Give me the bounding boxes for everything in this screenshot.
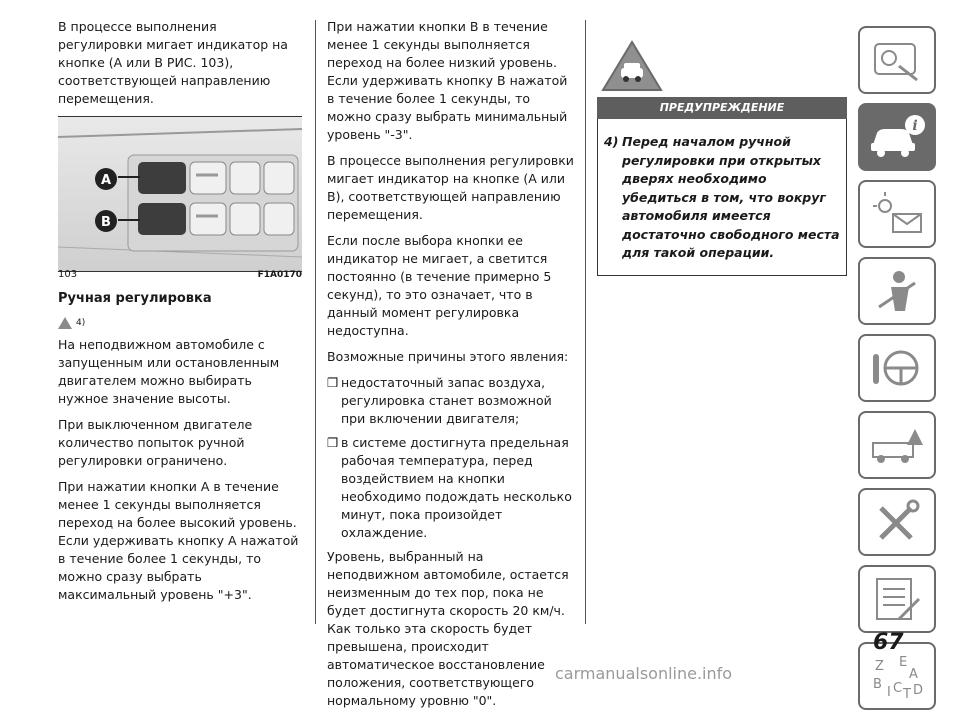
control-panel-photo xyxy=(58,116,302,272)
tab-technical-data[interactable] xyxy=(858,565,936,633)
column-divider xyxy=(585,20,586,624)
list-item xyxy=(327,434,577,542)
paragraph: На неподвижном автомобиле с запущенным или остановленным двигателем можно выбирать нужное значение высоты. xyxy=(58,337,280,406)
document-list-icon xyxy=(869,575,925,623)
paragraph: Уровень, выбранный на неподвижном автомобиле, остается неизменным до тех пор, пока не будет достигнута скорость 20 км/ч. Как только эта скорость будет превышена, происходит автоматическое восстановление положения, соответствующего нормальному уровню "0". xyxy=(327,549,569,708)
tab-car-info[interactable] xyxy=(858,103,936,171)
tab-maintenance[interactable] xyxy=(858,488,936,556)
svg-text:A: A xyxy=(909,667,918,682)
paragraph: При нажатии кнопки А в течение менее 1 секунды выполняется переход на более высокий уровень. Если удерживать кнопку А нажатой в течение более 1 секунды, то можно сразу выбрать максимальный уровень "+3". xyxy=(58,479,299,602)
svg-text:B: B xyxy=(873,677,882,692)
list-item-text: недостаточный запас воздуха, регулировка станет возможной при включении двигателя; xyxy=(341,375,552,426)
paragraph: Если после выбора кнопки ее индикатор не мигает, а светится постоянно (в течение примерно 5 секунд), то это означает, что в данный момент регулировка недоступна. xyxy=(327,233,552,338)
paragraph: При выключенном двигателе количество попыток ручной регулировки ограничено. xyxy=(58,417,253,468)
tab-safety[interactable] xyxy=(858,257,936,325)
left-column xyxy=(58,18,302,612)
bullet-mark: ❒ xyxy=(327,375,339,390)
label-a: A xyxy=(100,173,112,188)
bullet-mark: ❒ xyxy=(327,435,339,450)
list-item xyxy=(327,374,577,428)
paragraph: Возможные причины этого явления: xyxy=(327,349,569,364)
svg-text:D: D xyxy=(913,683,924,698)
dashboard-icon xyxy=(869,36,925,84)
section-heading: Ручная регулировка xyxy=(58,291,212,306)
tab-driving[interactable] xyxy=(858,334,936,402)
label-b: B xyxy=(101,215,111,230)
svg-text:Z: Z xyxy=(875,659,884,674)
svg-text:C: C xyxy=(893,681,903,696)
car-info-icon xyxy=(867,113,927,161)
tab-warning-lights[interactable] xyxy=(858,180,936,248)
middle-column xyxy=(327,18,577,718)
list-item-text: в системе достигнута предельная рабочая температура, перед воздействием на кнопки необходимо подождать несколько минут, пока произойдет охлаждение. xyxy=(341,435,572,540)
tab-emergency[interactable] xyxy=(858,411,936,479)
chapter-sidebar xyxy=(858,26,938,719)
emergency-icon xyxy=(869,421,925,469)
warning-text: Перед началом ручной регулировки при открытых дверях необходимо убедиться в том, что вокруг автомобиля имеется достаточно свободного места для такой операции. xyxy=(622,134,840,260)
intro-paragraph: В процессе выполнения регулировки мигает индикатор на кнопке (А или В РИС. 103), соответствующей направлению перемещения. xyxy=(58,19,288,106)
svg-text:E: E xyxy=(899,655,908,670)
warning-box xyxy=(597,119,847,276)
figure-number: 103 xyxy=(58,269,78,280)
warning-lights-icon xyxy=(869,190,925,238)
safety-icon xyxy=(869,267,925,315)
warning-title: ПРЕДУПРЕЖДЕНИЕ xyxy=(597,97,847,119)
note-reference xyxy=(58,314,302,332)
warning-column xyxy=(597,40,847,276)
tab-dashboard[interactable] xyxy=(858,26,936,94)
watermark: carmanualsonline.info xyxy=(555,664,733,683)
alphabet-index-icon xyxy=(869,652,925,700)
wrench-icon xyxy=(869,498,925,546)
note-ref-number: 4) xyxy=(76,318,86,328)
svg-text:i: i xyxy=(912,118,918,134)
road-warning-icon xyxy=(601,40,663,92)
suspension-buttons-illustration xyxy=(58,117,302,273)
warning-triangle-icon xyxy=(58,317,72,329)
svg-text:I: I xyxy=(887,685,891,700)
paragraph: При нажатии кнопки В в течение менее 1 секунды выполняется переход на более низкий уровень. Если удерживать кнопку В нажатой в течение более 1 секунды, то можно сразу выбрать минимальный уровень "-3". xyxy=(327,19,568,142)
paragraph: В процессе выполнения регулировки мигает индикатор на кнопке (А или В), соответствующей направлению перемещения. xyxy=(327,153,574,222)
svg-text:T: T xyxy=(903,687,911,702)
figure-103 xyxy=(58,116,302,284)
warning-number: 4) xyxy=(604,134,619,149)
column-divider xyxy=(315,20,316,624)
page-number: 67 xyxy=(873,630,904,655)
steering-wheel-icon xyxy=(869,344,925,392)
figure-code: F1A0170 xyxy=(257,270,302,280)
